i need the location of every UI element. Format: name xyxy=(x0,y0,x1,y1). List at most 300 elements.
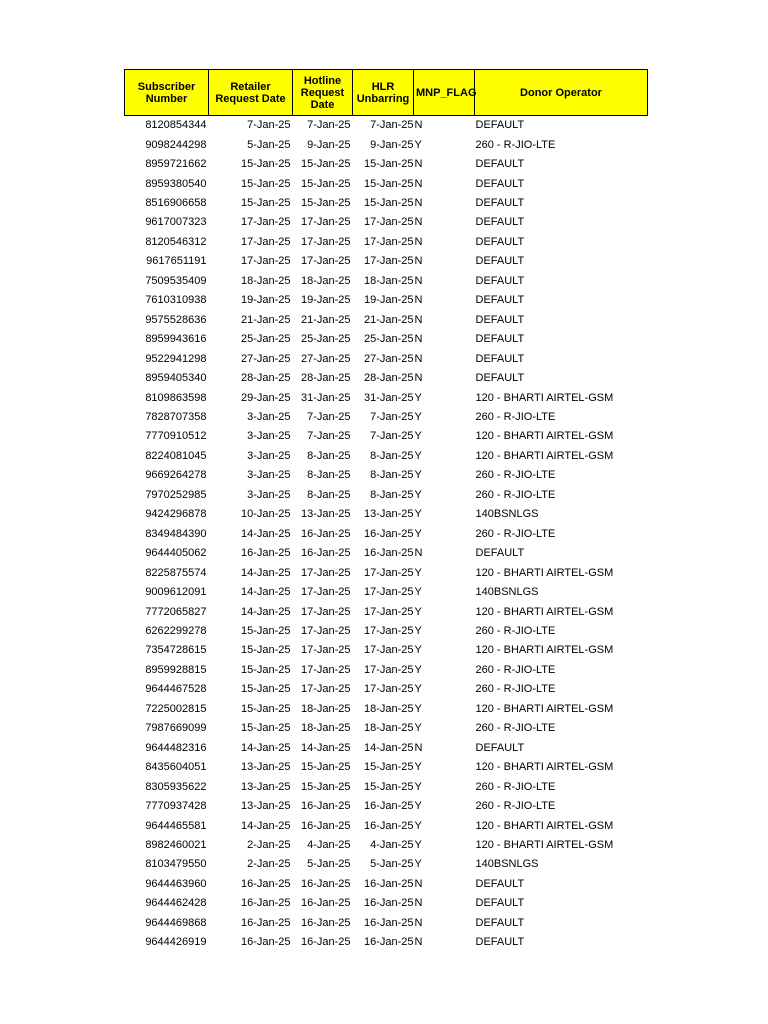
cell-hlr-unbarring: 15-Jan-25 xyxy=(363,761,414,774)
cell-donor-operator: 260 - R-JIO-LTE xyxy=(475,800,556,813)
cell-retailer-request-date: 5-Jan-25 xyxy=(247,138,291,151)
cell-hlr-unbarring: 18-Jan-25 xyxy=(363,702,414,715)
cell-retailer-request-date: 15-Jan-25 xyxy=(240,702,291,715)
table-row xyxy=(125,213,648,232)
cell-donor-operator: 260 - R-JIO-LTE xyxy=(475,722,556,735)
table-row xyxy=(125,446,648,465)
cell-hlr-unbarring: 5-Jan-25 xyxy=(370,858,414,871)
cell-mnp-flag: Y xyxy=(414,780,422,793)
cell-mnp-flag: Y xyxy=(414,702,422,715)
cell-hlr-unbarring: 15-Jan-25 xyxy=(363,197,414,210)
cell-retailer-request-date: 27-Jan-25 xyxy=(240,352,291,365)
cell-retailer-request-date: 18-Jan-25 xyxy=(240,274,291,287)
cell-subscriber-number: 9669264278 xyxy=(145,469,207,482)
cell-retailer-request-date: 15-Jan-25 xyxy=(240,644,291,657)
table-row xyxy=(125,777,648,796)
table-row xyxy=(125,174,648,193)
table-row xyxy=(125,407,648,426)
cell-subscriber-number: 9644467528 xyxy=(145,683,207,696)
table-row xyxy=(125,855,648,874)
cell-donor-operator: DEFAULT xyxy=(475,313,525,326)
table-row xyxy=(125,505,648,524)
table-body xyxy=(125,116,648,952)
cell-donor-operator: 120 - BHARTI AIRTEL-GSM xyxy=(475,819,614,832)
cell-donor-operator: DEFAULT xyxy=(475,216,525,229)
cell-subscriber-number: 8959405340 xyxy=(145,372,207,385)
table-row xyxy=(125,524,648,543)
cell-hotline-request-date: 16-Jan-25 xyxy=(300,800,351,813)
table-row xyxy=(125,116,648,135)
cell-hotline-request-date: 16-Jan-25 xyxy=(300,897,351,910)
cell-retailer-request-date: 14-Jan-25 xyxy=(240,586,291,599)
cell-donor-operator: 120 - BHARTI AIRTEL-GSM xyxy=(475,605,614,618)
cell-donor-operator: 120 - BHARTI AIRTEL-GSM xyxy=(475,566,614,579)
table-row xyxy=(125,699,648,718)
cell-mnp-flag: N xyxy=(414,547,423,560)
cell-retailer-request-date: 3-Jan-25 xyxy=(247,469,291,482)
cell-donor-operator: 260 - R-JIO-LTE xyxy=(475,625,556,637)
cell-retailer-request-date: 7-Jan-25 xyxy=(247,119,291,132)
cell-hotline-request-date: 19-Jan-25 xyxy=(300,294,351,307)
cell-hlr-unbarring: 25-Jan-25 xyxy=(363,333,414,346)
cell-mnp-flag: N xyxy=(414,255,423,268)
cell-donor-operator: 260 - R-JIO-LTE xyxy=(475,663,556,676)
cell-hlr-unbarring: 8-Jan-25 xyxy=(370,488,414,501)
cell-mnp-flag: Y xyxy=(414,605,422,618)
cell-hlr-unbarring: 15-Jan-25 xyxy=(363,177,414,190)
cell-hotline-request-date: 7-Jan-25 xyxy=(307,430,351,443)
cell-subscriber-number: 8959721662 xyxy=(145,158,207,171)
cell-retailer-request-date: 13-Jan-25 xyxy=(240,780,291,793)
cell-hotline-request-date: 9-Jan-25 xyxy=(307,138,351,151)
cell-mnp-flag: N xyxy=(414,333,423,346)
table-row xyxy=(125,894,648,913)
cell-mnp-flag: Y xyxy=(414,625,422,637)
cell-donor-operator: 260 - R-JIO-LTE xyxy=(475,411,556,424)
cell-mnp-flag: N xyxy=(414,313,423,326)
cell-hotline-request-date: 17-Jan-25 xyxy=(300,683,351,696)
cell-subscriber-number: 9575528636 xyxy=(145,313,207,326)
cell-mnp-flag: Y xyxy=(414,527,422,540)
cell-mnp-flag: Y xyxy=(414,138,422,151)
table-row xyxy=(125,582,648,601)
cell-hotline-request-date: 17-Jan-25 xyxy=(300,644,351,657)
cell-subscriber-number: 6262299278 xyxy=(145,625,207,637)
cell-hotline-request-date: 21-Jan-25 xyxy=(300,313,351,326)
cell-subscriber-number: 8349484390 xyxy=(145,527,207,540)
cell-hotline-request-date: 15-Jan-25 xyxy=(300,158,351,171)
cell-subscriber-number: 8120546312 xyxy=(145,235,207,248)
cell-hlr-unbarring: 16-Jan-25 xyxy=(363,819,414,832)
cell-hlr-unbarring: 17-Jan-25 xyxy=(363,625,414,637)
cell-donor-operator: 140BSNLGS xyxy=(475,858,539,871)
cell-subscriber-number: 9522941298 xyxy=(145,352,207,365)
cell-subscriber-number: 9009612091 xyxy=(145,586,207,599)
table-row xyxy=(125,757,648,776)
cell-hlr-unbarring: 28-Jan-25 xyxy=(363,372,414,385)
cell-hlr-unbarring: 17-Jan-25 xyxy=(363,216,414,229)
table-row xyxy=(125,154,648,173)
cell-donor-operator: DEFAULT xyxy=(475,916,525,929)
cell-mnp-flag: N xyxy=(414,216,423,229)
cell-hotline-request-date: 17-Jan-25 xyxy=(300,605,351,618)
table-row xyxy=(125,543,648,562)
cell-subscriber-number: 7354728615 xyxy=(145,644,207,657)
cell-donor-operator: DEFAULT xyxy=(475,547,525,560)
header-hlr-unbarring: HLR Unbarring xyxy=(353,70,414,116)
cell-donor-operator: 120 - BHARTI AIRTEL-GSM xyxy=(475,761,614,774)
cell-retailer-request-date: 2-Jan-25 xyxy=(247,838,291,851)
cell-mnp-flag: Y xyxy=(414,586,422,599)
cell-donor-operator: DEFAULT xyxy=(475,177,525,190)
table-header xyxy=(125,70,648,116)
cell-hlr-unbarring: 16-Jan-25 xyxy=(363,916,414,929)
cell-hlr-unbarring: 18-Jan-25 xyxy=(363,274,414,287)
cell-hlr-unbarring: 19-Jan-25 xyxy=(363,294,414,307)
cell-mnp-flag: Y xyxy=(414,644,422,657)
cell-retailer-request-date: 13-Jan-25 xyxy=(240,800,291,813)
cell-donor-operator: DEFAULT xyxy=(475,235,525,248)
cell-hlr-unbarring: 27-Jan-25 xyxy=(363,352,414,365)
cell-subscriber-number: 9644426919 xyxy=(145,936,207,949)
header-subscriber-number: Subscriber Number xyxy=(125,70,209,116)
cell-mnp-flag: N xyxy=(414,274,423,287)
cell-hlr-unbarring: 17-Jan-25 xyxy=(363,566,414,579)
cell-subscriber-number: 7987669099 xyxy=(145,722,207,735)
cell-donor-operator: DEFAULT xyxy=(475,936,525,949)
cell-donor-operator: DEFAULT xyxy=(475,158,525,171)
cell-mnp-flag: Y xyxy=(414,411,422,424)
cell-donor-operator: DEFAULT xyxy=(475,197,525,210)
cell-donor-operator: 260 - R-JIO-LTE xyxy=(475,488,556,501)
table-row xyxy=(125,310,648,329)
cell-subscriber-number: 7770910512 xyxy=(145,430,207,443)
header-mnp-flag: MNP_FLAG xyxy=(414,70,475,116)
cell-mnp-flag: N xyxy=(414,352,423,365)
cell-hlr-unbarring: 13-Jan-25 xyxy=(363,508,414,521)
cell-donor-operator: DEFAULT xyxy=(475,255,525,268)
cell-hlr-unbarring: 8-Jan-25 xyxy=(370,469,414,482)
cell-retailer-request-date: 15-Jan-25 xyxy=(240,683,291,696)
cell-mnp-flag: Y xyxy=(414,858,422,871)
cell-mnp-flag: N xyxy=(414,158,423,171)
cell-donor-operator: DEFAULT xyxy=(475,294,525,307)
cell-hlr-unbarring: 16-Jan-25 xyxy=(363,527,414,540)
spreadsheet xyxy=(124,69,647,952)
cell-hotline-request-date: 15-Jan-25 xyxy=(300,177,351,190)
cell-mnp-flag: N xyxy=(414,741,423,754)
cell-hotline-request-date: 4-Jan-25 xyxy=(307,838,351,851)
cell-hlr-unbarring: 15-Jan-25 xyxy=(363,780,414,793)
cell-hotline-request-date: 27-Jan-25 xyxy=(300,352,351,365)
cell-subscriber-number: 9617651191 xyxy=(146,255,207,268)
cell-mnp-flag: Y xyxy=(414,449,422,462)
cell-mnp-flag: N xyxy=(414,897,423,910)
cell-donor-operator: DEFAULT xyxy=(475,897,525,910)
cell-retailer-request-date: 15-Jan-25 xyxy=(240,663,291,676)
cell-retailer-request-date: 3-Jan-25 xyxy=(247,488,291,501)
cell-hotline-request-date: 17-Jan-25 xyxy=(300,566,351,579)
cell-mnp-flag: Y xyxy=(414,800,422,813)
cell-hlr-unbarring: 17-Jan-25 xyxy=(363,235,414,248)
cell-subscriber-number: 8224081045 xyxy=(145,449,207,462)
cell-subscriber-number: 9644469868 xyxy=(145,916,207,929)
header-row xyxy=(125,70,648,116)
cell-hotline-request-date: 18-Jan-25 xyxy=(300,702,351,715)
cell-retailer-request-date: 3-Jan-25 xyxy=(247,449,291,462)
cell-hotline-request-date: 18-Jan-25 xyxy=(300,274,351,287)
cell-hotline-request-date: 17-Jan-25 xyxy=(300,586,351,599)
cell-donor-operator: 120 - BHARTI AIRTEL-GSM xyxy=(475,702,614,715)
cell-subscriber-number: 9424296878 xyxy=(145,508,207,521)
cell-hlr-unbarring: 17-Jan-25 xyxy=(363,663,414,676)
table-row xyxy=(125,329,648,348)
header-retailer-request-date: Retailer Request Date xyxy=(209,70,293,116)
cell-hotline-request-date: 16-Jan-25 xyxy=(300,819,351,832)
cell-subscriber-number: 7770937428 xyxy=(145,800,207,813)
cell-retailer-request-date: 3-Jan-25 xyxy=(247,430,291,443)
cell-subscriber-number: 8103479550 xyxy=(145,858,207,871)
cell-hlr-unbarring: 17-Jan-25 xyxy=(363,683,414,696)
cell-retailer-request-date: 14-Jan-25 xyxy=(240,527,291,540)
cell-retailer-request-date: 29-Jan-25 xyxy=(240,391,291,404)
table-row xyxy=(125,232,648,251)
cell-hlr-unbarring: 9-Jan-25 xyxy=(370,138,414,151)
cell-hotline-request-date: 7-Jan-25 xyxy=(307,411,351,424)
table-row xyxy=(125,680,648,699)
cell-retailer-request-date: 21-Jan-25 xyxy=(240,313,291,326)
cell-hotline-request-date: 25-Jan-25 xyxy=(300,333,351,346)
cell-retailer-request-date: 14-Jan-25 xyxy=(240,605,291,618)
cell-hlr-unbarring: 7-Jan-25 xyxy=(370,411,414,424)
cell-donor-operator: 260 - R-JIO-LTE xyxy=(475,469,556,482)
cell-subscriber-number: 8435604051 xyxy=(145,761,207,774)
cell-retailer-request-date: 15-Jan-25 xyxy=(240,722,291,735)
cell-mnp-flag: Y xyxy=(414,430,422,443)
cell-subscriber-number: 9617007323 xyxy=(145,216,207,229)
cell-hotline-request-date: 8-Jan-25 xyxy=(307,488,351,501)
cell-hlr-unbarring: 17-Jan-25 xyxy=(363,586,414,599)
cell-retailer-request-date: 16-Jan-25 xyxy=(240,897,291,910)
cell-mnp-flag: Y xyxy=(414,683,422,696)
cell-mnp-flag: Y xyxy=(414,722,422,735)
cell-mnp-flag: Y xyxy=(414,391,422,404)
cell-subscriber-number: 9644405062 xyxy=(145,547,207,560)
cell-retailer-request-date: 16-Jan-25 xyxy=(240,547,291,560)
cell-retailer-request-date: 15-Jan-25 xyxy=(240,625,291,637)
cell-subscriber-number: 7509535409 xyxy=(145,274,207,287)
cell-mnp-flag: Y xyxy=(414,838,422,851)
cell-subscriber-number: 7828707358 xyxy=(145,411,207,424)
cell-retailer-request-date: 17-Jan-25 xyxy=(240,255,291,268)
cell-donor-operator: DEFAULT xyxy=(475,352,525,365)
cell-hlr-unbarring: 14-Jan-25 xyxy=(363,741,414,754)
cell-subscriber-number: 9644462428 xyxy=(145,897,207,910)
cell-retailer-request-date: 3-Jan-25 xyxy=(247,411,291,424)
cell-subscriber-number: 7970252985 xyxy=(145,488,207,501)
table-row xyxy=(125,641,648,660)
cell-hotline-request-date: 7-Jan-25 xyxy=(307,119,351,132)
cell-donor-operator: DEFAULT xyxy=(475,372,525,385)
mnp-records-table xyxy=(124,69,648,952)
cell-retailer-request-date: 14-Jan-25 xyxy=(240,566,291,579)
cell-retailer-request-date: 14-Jan-25 xyxy=(240,741,291,754)
cell-donor-operator: 140BSNLGS xyxy=(475,508,539,521)
cell-mnp-flag: N xyxy=(414,877,423,890)
cell-retailer-request-date: 15-Jan-25 xyxy=(240,177,291,190)
cell-hotline-request-date: 16-Jan-25 xyxy=(300,547,351,560)
cell-mnp-flag: N xyxy=(414,177,423,190)
table-row xyxy=(125,349,648,368)
cell-hlr-unbarring: 18-Jan-25 xyxy=(363,722,414,735)
header-hotline-request-date: Hotline Request Date xyxy=(293,70,353,116)
cell-hotline-request-date: 14-Jan-25 xyxy=(300,741,351,754)
table-row xyxy=(125,466,648,485)
cell-donor-operator: 140BSNLGS xyxy=(475,586,539,599)
cell-retailer-request-date: 17-Jan-25 xyxy=(240,235,291,248)
cell-hotline-request-date: 18-Jan-25 xyxy=(300,722,351,735)
cell-retailer-request-date: 28-Jan-25 xyxy=(240,372,291,385)
table-row xyxy=(125,719,648,738)
table-row xyxy=(125,135,648,154)
cell-subscriber-number: 8982460021 xyxy=(145,838,207,851)
cell-mnp-flag: N xyxy=(414,936,423,949)
cell-mnp-flag: Y xyxy=(414,508,422,521)
cell-hotline-request-date: 28-Jan-25 xyxy=(300,372,351,385)
header-donor-operator: Donor Operator xyxy=(475,70,648,116)
table-row xyxy=(125,660,648,679)
cell-retailer-request-date: 15-Jan-25 xyxy=(240,197,291,210)
cell-hotline-request-date: 16-Jan-25 xyxy=(300,916,351,929)
cell-hotline-request-date: 17-Jan-25 xyxy=(300,216,351,229)
table-row xyxy=(125,563,648,582)
table-row xyxy=(125,816,648,835)
cell-hlr-unbarring: 16-Jan-25 xyxy=(363,897,414,910)
table-row xyxy=(125,193,648,212)
cell-donor-operator: 260 - R-JIO-LTE xyxy=(475,138,556,151)
cell-donor-operator: 120 - BHARTI AIRTEL-GSM xyxy=(475,449,614,462)
table-row xyxy=(125,738,648,757)
cell-subscriber-number: 8516906658 xyxy=(145,197,207,210)
cell-retailer-request-date: 16-Jan-25 xyxy=(240,877,291,890)
cell-mnp-flag: N xyxy=(414,119,423,132)
cell-retailer-request-date: 15-Jan-25 xyxy=(240,158,291,171)
table-row xyxy=(125,874,648,893)
cell-donor-operator: DEFAULT xyxy=(475,877,525,890)
table-row xyxy=(125,368,648,387)
table-row xyxy=(125,602,648,621)
cell-hlr-unbarring: 17-Jan-25 xyxy=(363,605,414,618)
cell-hotline-request-date: 17-Jan-25 xyxy=(300,235,351,248)
cell-retailer-request-date: 13-Jan-25 xyxy=(240,761,291,774)
cell-donor-operator: 120 - BHARTI AIRTEL-GSM xyxy=(475,430,614,443)
cell-mnp-flag: Y xyxy=(414,663,422,676)
cell-subscriber-number: 8305935622 xyxy=(145,780,207,793)
cell-subscriber-number: 9644463960 xyxy=(145,877,207,890)
cell-mnp-flag: Y xyxy=(414,761,422,774)
cell-hotline-request-date: 17-Jan-25 xyxy=(300,663,351,676)
table-row xyxy=(125,913,648,932)
cell-subscriber-number: 7225002815 xyxy=(145,702,207,715)
cell-hotline-request-date: 31-Jan-25 xyxy=(300,391,351,404)
cell-hotline-request-date: 16-Jan-25 xyxy=(300,527,351,540)
table-row xyxy=(125,388,648,407)
cell-hlr-unbarring: 16-Jan-25 xyxy=(363,877,414,890)
cell-retailer-request-date: 25-Jan-25 xyxy=(240,333,291,346)
cell-hotline-request-date: 16-Jan-25 xyxy=(300,936,351,949)
cell-hotline-request-date: 13-Jan-25 xyxy=(300,508,351,521)
cell-subscriber-number: 9644482316 xyxy=(145,741,207,754)
table-row xyxy=(125,796,648,815)
cell-mnp-flag: N xyxy=(414,372,423,385)
cell-hlr-unbarring: 4-Jan-25 xyxy=(370,838,414,851)
cell-retailer-request-date: 14-Jan-25 xyxy=(240,819,291,832)
cell-donor-operator: 260 - R-JIO-LTE xyxy=(475,780,556,793)
cell-mnp-flag: N xyxy=(414,197,423,210)
cell-donor-operator: 120 - BHARTI AIRTEL-GSM xyxy=(475,391,614,404)
table-row xyxy=(125,485,648,504)
cell-mnp-flag: Y xyxy=(414,819,422,832)
cell-subscriber-number: 8959943616 xyxy=(145,333,207,346)
cell-subscriber-number: 8120854344 xyxy=(145,119,207,132)
cell-subscriber-number: 9098244298 xyxy=(145,138,207,151)
cell-hotline-request-date: 15-Jan-25 xyxy=(300,761,351,774)
cell-subscriber-number: 8959380540 xyxy=(145,177,207,190)
cell-retailer-request-date: 2-Jan-25 xyxy=(247,858,291,871)
cell-hlr-unbarring: 16-Jan-25 xyxy=(363,800,414,813)
cell-donor-operator: 120 - BHARTI AIRTEL-GSM xyxy=(475,644,614,657)
cell-mnp-flag: Y xyxy=(414,488,422,501)
cell-mnp-flag: N xyxy=(414,916,423,929)
cell-hlr-unbarring: 17-Jan-25 xyxy=(363,255,414,268)
cell-hotline-request-date: 8-Jan-25 xyxy=(307,449,351,462)
cell-donor-operator: 260 - R-JIO-LTE xyxy=(475,683,556,696)
table-row xyxy=(125,252,648,271)
cell-mnp-flag: N xyxy=(414,235,423,248)
cell-retailer-request-date: 16-Jan-25 xyxy=(240,916,291,929)
cell-subscriber-number: 8225875574 xyxy=(145,566,207,579)
cell-subscriber-number: 7610310938 xyxy=(145,294,207,307)
cell-hlr-unbarring: 17-Jan-25 xyxy=(363,644,414,657)
cell-mnp-flag: Y xyxy=(414,469,422,482)
cell-mnp-flag: Y xyxy=(414,566,422,579)
cell-donor-operator: DEFAULT xyxy=(475,119,525,132)
table-row xyxy=(125,933,648,952)
cell-hotline-request-date: 5-Jan-25 xyxy=(307,858,351,871)
cell-hotline-request-date: 17-Jan-25 xyxy=(300,625,351,637)
cell-hlr-unbarring: 21-Jan-25 xyxy=(363,313,414,326)
table-row xyxy=(125,291,648,310)
cell-mnp-flag: N xyxy=(414,294,423,307)
cell-subscriber-number: 8109863598 xyxy=(145,391,207,404)
cell-hlr-unbarring: 31-Jan-25 xyxy=(363,391,414,404)
cell-donor-operator: DEFAULT xyxy=(475,333,525,346)
table-row xyxy=(125,835,648,854)
cell-donor-operator: 120 - BHARTI AIRTEL-GSM xyxy=(475,838,614,851)
cell-hotline-request-date: 8-Jan-25 xyxy=(307,469,351,482)
table-row xyxy=(125,427,648,446)
cell-hotline-request-date: 15-Jan-25 xyxy=(300,780,351,793)
cell-subscriber-number: 7772065827 xyxy=(145,605,207,618)
cell-subscriber-number: 8959928815 xyxy=(145,663,207,676)
cell-hotline-request-date: 17-Jan-25 xyxy=(300,255,351,268)
cell-hotline-request-date: 16-Jan-25 xyxy=(300,877,351,890)
cell-donor-operator: DEFAULT xyxy=(475,741,525,754)
cell-retailer-request-date: 19-Jan-25 xyxy=(240,294,291,307)
cell-retailer-request-date: 17-Jan-25 xyxy=(240,216,291,229)
table-row xyxy=(125,271,648,290)
cell-hlr-unbarring: 7-Jan-25 xyxy=(370,119,414,132)
